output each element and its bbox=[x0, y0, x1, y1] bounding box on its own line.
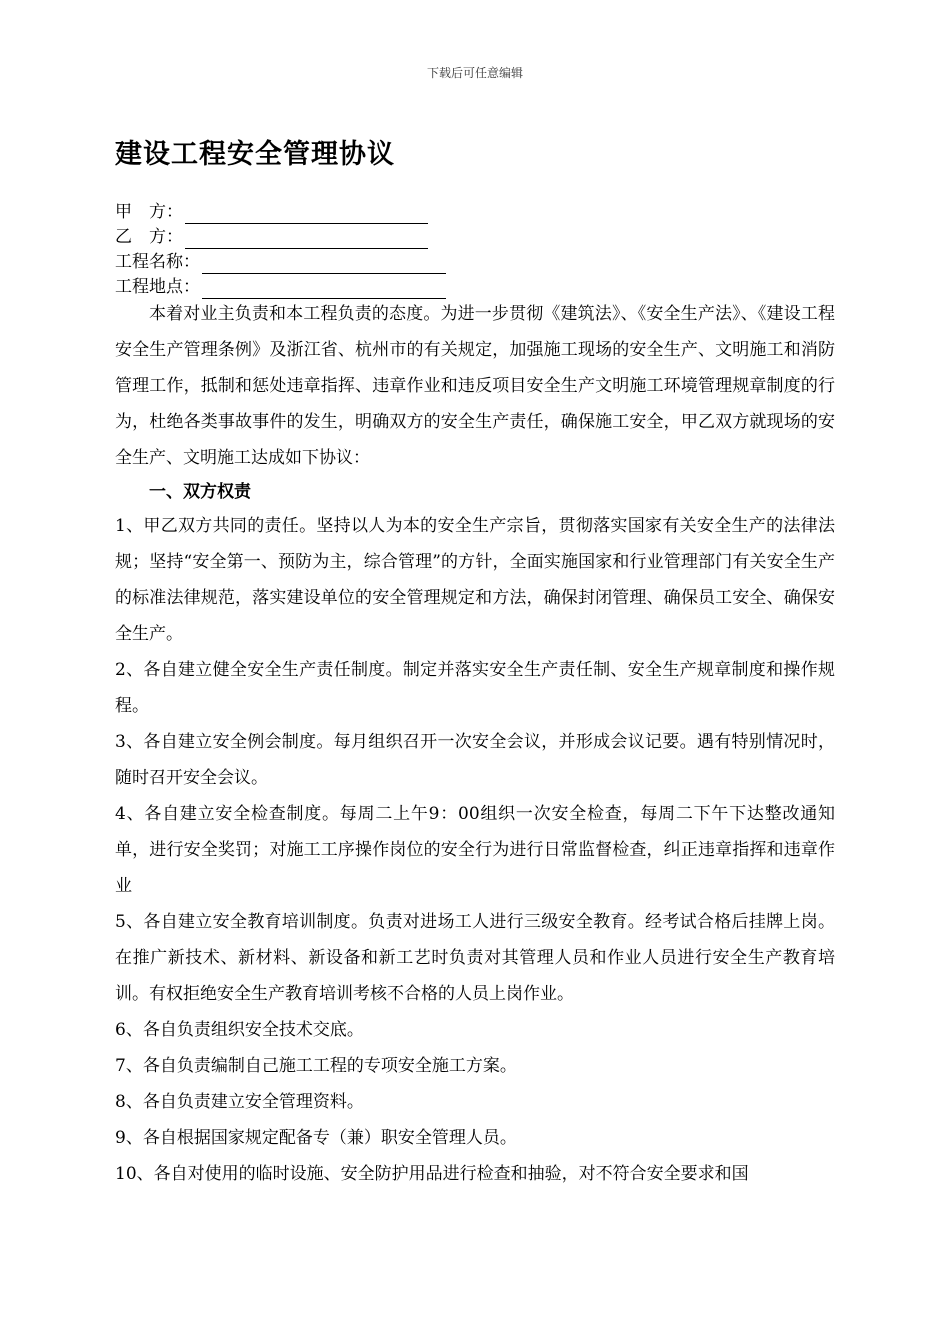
list-item: 8、各自负责建立安全管理资料。 bbox=[115, 1092, 364, 1112]
project-name-blank-line bbox=[202, 255, 446, 274]
party-a-row bbox=[115, 200, 835, 224]
agreement-body bbox=[115, 296, 835, 1192]
list-item: 5、各自建立安全教育培训制度。负责对进场工人进行三级安全教育。经考试合格后挂牌上岗。在推广新技术、新材料、新设备和新工艺时负责对其管理人员和作业人员进行安全生产教育培训。有权拒绝安全生产教育培训考核不合格的人员上岗作业。 bbox=[115, 912, 835, 1004]
list-item: 2、各自建立健全安全生产责任制度。制定并落实安全生产责任制、安全生产规章制度和操作规程。 bbox=[115, 660, 835, 716]
project-location-label: 工程地点： bbox=[115, 277, 200, 297]
list-item: 3、各自建立安全例会制度。每月组织召开一次安全会议，并形成会议记要。遇有特别情况时，随时召开安全会议。 bbox=[115, 732, 835, 788]
list-item: 1、甲乙双方共同的责任。坚持以人为本的安全生产宗旨，贯彻落实国家有关安全生产的法律法规；坚持“安全第一、预防为主，综合管理”的方针，全面实施国家和行业管理部门有关安全生产的标准法律规范，落实建设单位的安全管理规定和方法，确保封闭管理、确保员工安全、确保安全生产。 bbox=[115, 516, 835, 644]
intro-paragraph: 本着对业主负责和本工程负责的态度。为进一步贯彻《建筑法》、《安全生产法》、《建设工程安全生产管理条例》及浙江省、杭州市的有关规定，加强施工现场的安全生产、文明施工和消防管理工作，抵制和惩处违章指挥、违章作业和违反项目安全生产文明施工环境管理规章制度的行为，杜绝各类事故事件的发生，明确双方的安全生产责任，确保施工安全，甲乙双方就现场的安全生产、文明施工达成如下协议： bbox=[115, 304, 835, 468]
party-a-label: 甲 方： bbox=[115, 202, 183, 222]
list-item: 7、各自负责编制自己施工工程的专项安全施工方案。 bbox=[115, 1056, 517, 1076]
list-item: 9、各自根据国家规定配备专（兼）职安全管理人员。 bbox=[115, 1128, 517, 1148]
document-title: 建设工程安全管理协议 bbox=[115, 139, 395, 170]
party-b-blank-line bbox=[185, 230, 428, 249]
party-b-row bbox=[115, 225, 835, 249]
list-item: 10、各自对使用的临时设施、安全防护用品进行检查和抽验，对不符合安全要求和国 bbox=[115, 1164, 749, 1184]
header-note: 下载后可任意编辑 bbox=[426, 66, 523, 80]
project-name-label: 工程名称： bbox=[115, 252, 200, 272]
party-a-blank-line bbox=[185, 205, 428, 224]
list-item: 4、各自建立安全检查制度。每周二上午9：00组织一次安全检查，每周二下午下达整改通知单，进行安全奖罚；对施工工序操作岗位的安全行为进行日常监督检查，纠正违章指挥和违章作业 bbox=[115, 804, 835, 896]
list-item: 6、各自负责组织安全技术交底。 bbox=[115, 1020, 364, 1040]
party-b-label: 乙 方： bbox=[115, 227, 183, 247]
section-heading: 一、双方权责 bbox=[149, 482, 251, 502]
project-name-row bbox=[115, 250, 835, 274]
